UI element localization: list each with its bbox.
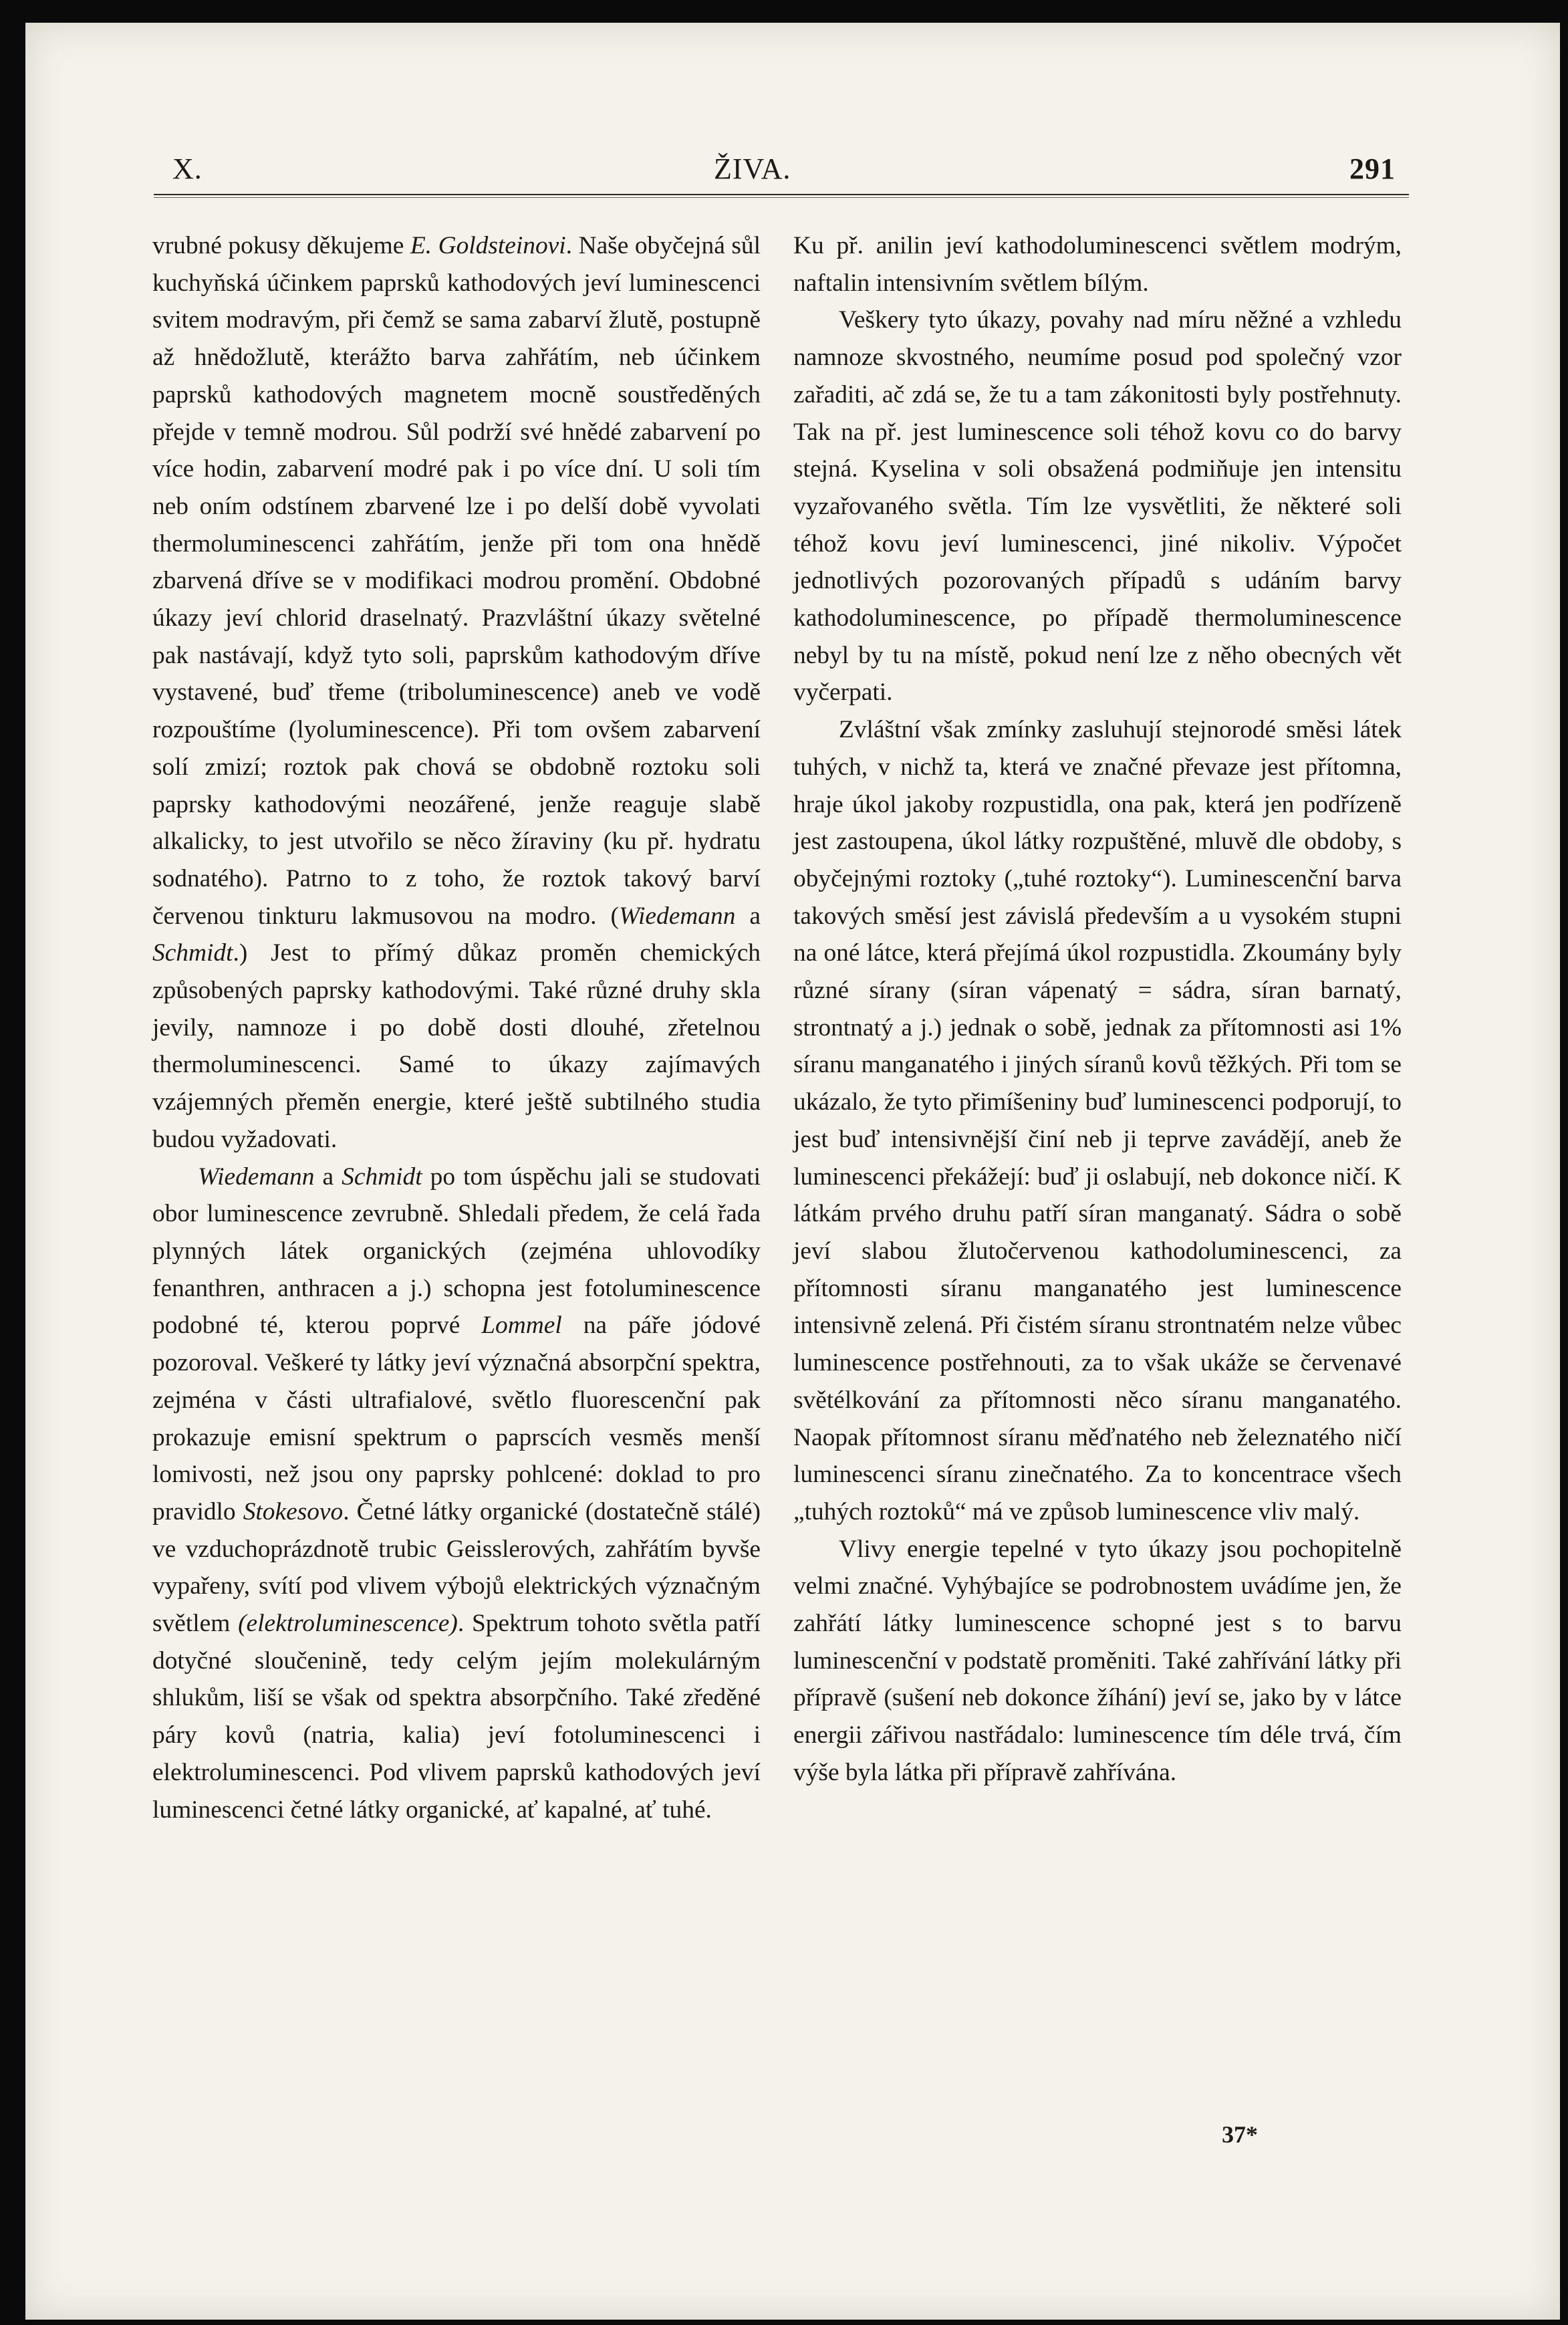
text-run: Veškery tyto úkazy, povahy nad míru něžné a vzhledu namnoze skvostného, neumíme posud pod společný vzor zařaditi, ač zdá se, že tu a tam zákonitosti byly postřehnuty. Tak na př. jest luminescence soli téhož kovu co do barvy stejná. Kyselina v soli obsažená podmiňuje jen intensitu vyzařovaného světla. Tím lze vysvětliti, že některé soli téhož kovu jeví luminescenci, jiné nikoliv. Výpočet jednotlivých pozorovaných případů s udáním barvy kathodoluminescence, po případě thermoluminescence nebyl by tu na místě, pokud není lze z něho obecných vět vyčerpati. (793, 306, 1402, 707)
italic-name: Schmidt (152, 939, 233, 967)
paragraph (793, 1531, 1402, 1792)
italic-name: Lommel (481, 1312, 562, 1340)
italic-name: Stokesovo (243, 1497, 344, 1525)
header-rule (154, 194, 1409, 198)
text-run: Ku př. anilin jeví kathodoluminescenci světlem modrým, naftalin intensivním světlem bílým. (793, 232, 1402, 297)
italic-name: Schmidt (342, 1162, 422, 1191)
signature-mark: 37* (1222, 2121, 1258, 2148)
text-run: vrubné pokusy děkujeme (152, 232, 410, 259)
page-number: 291 (1349, 152, 1396, 185)
paragraph (152, 1158, 761, 1829)
volume-number: X. (172, 152, 203, 185)
paragraph (793, 301, 1402, 711)
text-run: . Četné látky organické (dostatečně stálé) ve vzduchoprázdnotě trubic Geisslerových, zahřátím byvše vypařeny, svítí pod vlivem výbojů elektrických význačným světlem (152, 1497, 761, 1638)
text-run: a (735, 902, 761, 930)
text-run: . Naše obyčejná sůl kuchyňská účinkem paprsků kathodových jeví luminescenci svitem modravým, při čemž se sama zabarví žlutě, postupně až hnědožlutě, kterážto barva zahřátím, neb účinkem paprsků kathodových magnetem mocně soustředěných přejde v temně modrou. Sůl podrží své hnědé zabarvení po více hodin, zabarvení modré pak i po více dní. U soli tím neb oním odstínem zbarvené lze i po delší době vyvolati thermoluminescenci zahřátím, jenže při tom ona hnědě zbarvená dříve se v modifikaci modrou promění. Obdobné úkazy jeví chlorid draselnatý. Prazvláštní úkazy světelné pak nastávají, když tyto soli, paprskům kathodovým dříve vystavené, buď třeme (triboluminescence) aneb ve vodě rozpouštíme (lyoluminescence). Při tom ovšem zabarvení solí zmizí; roztok pak chová se obdobně roztoku soli paprsky kathodovými neozářené, jenže reaguje slabě alkalicky, to jest utvořilo se něco žíraviny (ku př. hydratu sodnatého). Patrno to z toho, že roztok takový barví červenou tinkturu lakmusovou na modro. ( (152, 232, 761, 930)
text-run: na páře jódové pozoroval. Veškeré ty látky jeví význačná absorpční spektra, zejména v části ultrafialové, světlo fluorescenční pak prokazuje emisní spektrum o paprscích vesměs menší lomivosti, než jsou ony paprsky pohlcené: doklad to pro pravidlo (152, 1312, 761, 1525)
text-run: a (314, 1162, 342, 1191)
text-run: Zvláštní však zmínky zasluhují stejnorodé směsi látek tuhých, v nichž ta, která ve značné převaze jest přítomna, hraje úkol jakoby rozpustidla, ona pak, která jen podřízeně jest zastoupena, úkol látky rozpuštěné, mluvě dle obdoby, s obyčejnými roztoky („tuhé roztoky“). Luminescenční barva takových směsí jest závislá především a u vysokém stupni na oné látce, která přejímá úkol rozpustidla. Zkoumány byly různé sírany (síran vápenatý = sádra, síran barnatý, strontnatý a j.) jednak o sobě, jednak za přítomnosti asi 1% síranu manganatého i jiných síranů kovů těžkých. Při tom se ukázalo, že tyto přimíšeniny buď luminescenci podporují, to jest buď intensivnější činí neb ji teprve zavádějí, aneb že luminescenci překážejí: buď ji oslabují, neb dokonce ničí. K látkám prvého druhu patří síran manganatý. Sádra o sobě jeví slabou žlutočervenou kathodoluminescenci, za přítomnosti síranu manganatého jest luminescence intensivně zelená. Při čistém síranu strontnatém nelze vůbec luminescence postřehnouti, za to však ukáže se červenavé světélkování za přítomnosti něco síranu manganatého. Naopak přítomnost síranu měďnatého neb železnatého ničí luminescenci síranu zinečnatého. Za to koncentrace všech „tuhých roztoků“ má ve způsob luminescence vliv malý. (793, 716, 1402, 1525)
italic-name: E. Goldsteinovi (410, 232, 566, 259)
running-header (172, 146, 1396, 193)
paragraph (793, 711, 1402, 1530)
italic-name: Wiedemann (198, 1162, 315, 1191)
paragraph (152, 227, 761, 1158)
left-column (152, 227, 761, 1828)
italic-name: (elektroluminescence) (238, 1610, 458, 1638)
journal-title: ŽIVA. (714, 152, 791, 185)
text-run: po tom úspěchu jali se studovati obor luminescence zevrubně. Shledali předem, že celá řada plynných látek organických (zejména uhlovodíky fenanthren, anthracen a j.) schopna jest fotoluminescence podobné té, kterou poprvé (152, 1162, 761, 1340)
text-run: Vlivy energie tepelné v tyto úkazy jsou pochopitelně velmi značné. Vyhýbajíce se podrobnostem uvádíme jen, že zahřátí látky luminescence schopné jest s to barvu luminescenční v podstatě proměniti. Také zahřívání látky při přípravě (sušení neb dokonce žíhání) jeví se, jako by v látce energii zářivou nastřádalo: luminescence tím déle trvá, čím výše byla látka při přípravě zahřívána. (793, 1535, 1402, 1786)
italic-name: Wiedemann (618, 902, 736, 930)
paragraph (793, 227, 1402, 301)
right-column (793, 227, 1402, 1792)
text-run: . Spektrum tohoto světla patří dotyčné sloučenině, tedy celým jejím molekulárným shlukům, liší se však od spektra absorpčního. Také zředěné páry kovů (natria, kalia) jeví fotoluminescenci i elektroluminescenci. Pod vlivem paprsků kathodových jeví luminescenci četné látky organické, ať kapalné, ať tuhé. (152, 1610, 761, 1824)
text-run: .) Jest to přímý důkaz proměn chemických způsobených paprsky kathodovými. Také různé druhy skla jevily, namnoze i po době dosti dlouhé, zřetelnou thermoluminescenci. Samé to úkazy zajímavých vzájemných přeměn energie, které ještě subtilného studia budou vyžadovati. (152, 939, 761, 1153)
